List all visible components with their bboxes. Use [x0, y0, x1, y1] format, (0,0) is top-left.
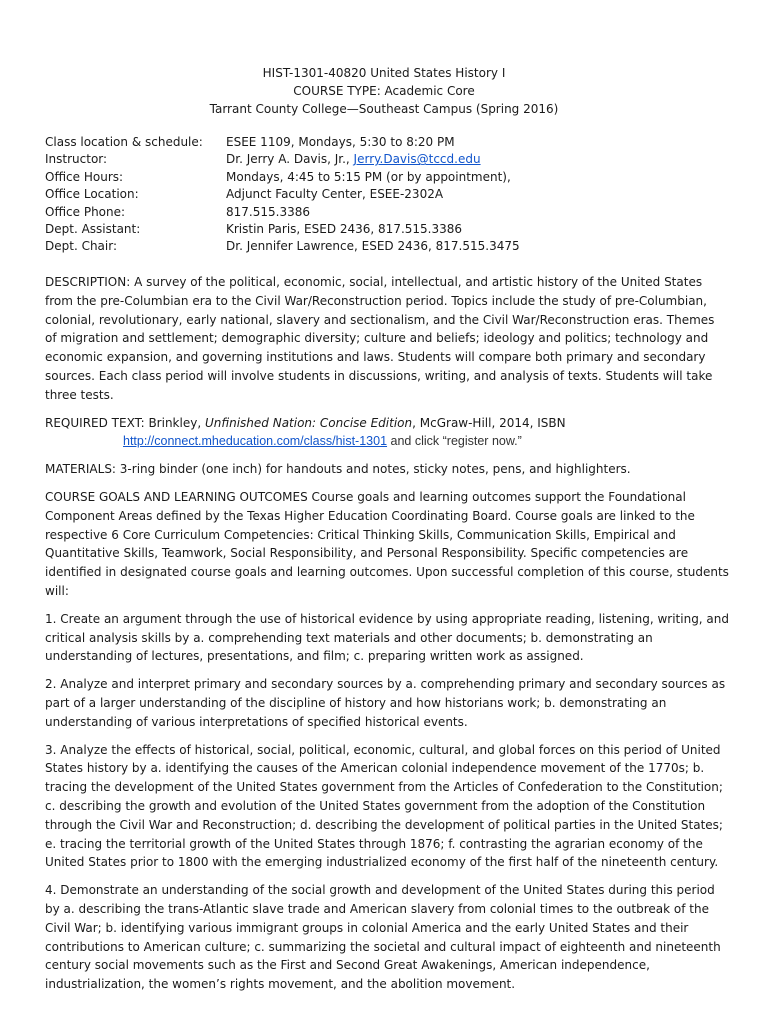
info-label: Class location & schedule: — [45, 135, 203, 149]
info-label: Instructor: — [45, 152, 108, 167]
info-label: Dept. Chair: — [45, 239, 118, 254]
info-value: Adjunct Faculty Center, ESEE-2302A — [226, 187, 444, 202]
required-text-suffix: , McGraw-Hill, 2014, ISBN — [412, 415, 566, 430]
info-row-instructor — [45, 151, 520, 168]
info-label: Office Location: — [45, 187, 139, 202]
info-row-office-hours — [45, 169, 520, 186]
instructor-email-link[interactable]: Jerry.Davis@tccd.edu — [353, 152, 481, 167]
outcome-item: 4. Demonstrate an understanding of the social growth and development of the United States during this period by a. describing the trans-Atlantic slave trade and American slavery from colonial times to the outbreak of the Civil War; b. identifying various immigrant groups in colonial America and the early United States and their contributions to American culture; c. summarizing the societal and cultural impact of eighteenth and nineteenth century social movements such as the First and Second Great Awakenings, American independence, industrialization, the women’s rights movement, and the abolition movement. — [45, 883, 721, 992]
info-label: Office Phone: — [45, 204, 126, 219]
materials-paragraph: MATERIALS: 3-ring binder (one inch) for handouts and notes, sticky notes, pens, and highlighters. — [45, 462, 631, 477]
register-line — [45, 434, 522, 448]
info-label: Dept. Assistant: — [45, 222, 141, 237]
goals-paragraph: COURSE GOALS AND LEARNING OUTCOMES Course goals and learning outcomes support the Foundational Component Areas defined by the Texas Higher Education Coordinating Board. Course goals are linked to the respective 6 Core Curriculum Competencies: Critical Thinking Skills, Communication Skills, Empirical and Quantitative Skills, Teamwork, Social Responsibility, and Personal Responsibility. Specific competencies are identified in designated course goals and learning outcomes. Upon successful completion of this course, students will: — [45, 489, 729, 598]
textbook-title: Unfinished Nation: Concise Edition — [204, 415, 413, 430]
info-value: ESEE 1109, Mondays, 5:30 to 8:20 PM — [226, 135, 455, 149]
info-row-dept-assistant — [45, 221, 520, 238]
info-label: Office Hours: — [45, 169, 124, 184]
info-value: Mondays, 4:45 to 5:15 PM (or by appointment), — [226, 169, 511, 184]
description-paragraph: DESCRIPTION: A survey of the political, economic, social, intellectual, and artistic history of the United States from the pre-Columbian era to the Civil War/Reconstruction period. Topics include the study of pre-Columbian, colonial, revolutionary, early national, slavery and sectionalism, and the Civil War/Reconstruction eras. Themes of migration and settlement; demographic diversity; culture and beliefs; ideology and politics; technology and economic expansion, and governing institutions and laws. Students will compare both primary and secondary sources. Each class period will involve students in discussions, writing, and analysis of texts. Students will take three tests. — [45, 275, 715, 402]
required-text-paragraph — [45, 414, 729, 452]
course-type: COURSE TYPE: Academic Core — [293, 84, 475, 98]
info-row-class-location — [45, 134, 520, 151]
required-text-prefix: REQUIRED TEXT: Brinkley, — [45, 415, 205, 430]
outcome-item: 1. Create an argument through the use of historical evidence by using appropriate reading, listening, writing, and critical analysis skills by a. comprehending text materials and other documents; b. demonstrating an understanding of lectures, presentations, and film; c. preparing written work as assigned. — [45, 611, 730, 664]
connect-url-link[interactable]: http://connect.mheducation.com/class/hist-1301 — [123, 434, 388, 449]
course-info-table — [45, 134, 520, 256]
register-instruction: and click “register now.” — [387, 434, 522, 449]
course-title: HIST-1301-40820 United States History I — [262, 66, 506, 80]
campus-term: Tarrant County College—Southeast Campus (Spring 2016) — [209, 102, 559, 116]
info-value: Kristin Paris, ESED 2436, 817.515.3386 — [226, 222, 463, 237]
info-value: 817.515.3386 — [226, 204, 310, 219]
info-row-office-location — [45, 186, 520, 203]
instructor-name: Dr. Jerry A. Davis, Jr., — [226, 152, 354, 167]
info-row-office-phone — [45, 204, 520, 221]
info-value — [226, 151, 481, 168]
info-value: Dr. Jennifer Lawrence, ESED 2436, 817.515.3475 — [226, 239, 520, 254]
outcome-item: 3. Analyze the effects of historical, social, political, economic, cultural, and global forces on this period of United States history by a. identifying the causes of the American colonial independence movement of the 1770s; b. tracing the development of the United States government from the Articles of Confederation to the Constitution; c. describing the growth and evolution of the United States government from the adoption of the Constitution through the Civil War and Reconstruction; d. describing the development of political parties in the United States; e. tracing the territorial growth of the United States through 1876; f. contrasting the agrarian economy of the United States prior to 1800 with the emerging industrialized economy of the first half of the nineteenth century. — [45, 742, 723, 870]
info-row-dept-chair — [45, 238, 520, 255]
syllabus-body — [45, 273, 729, 1003]
outcome-item: 2. Analyze and interpret primary and secondary sources by a. comprehending primary and secondary sources as part of a larger understanding of the discipline of history and how historians work; b. demonstrating an understanding of various interpretations of specified historical events. — [45, 677, 726, 729]
course-header — [0, 64, 768, 118]
